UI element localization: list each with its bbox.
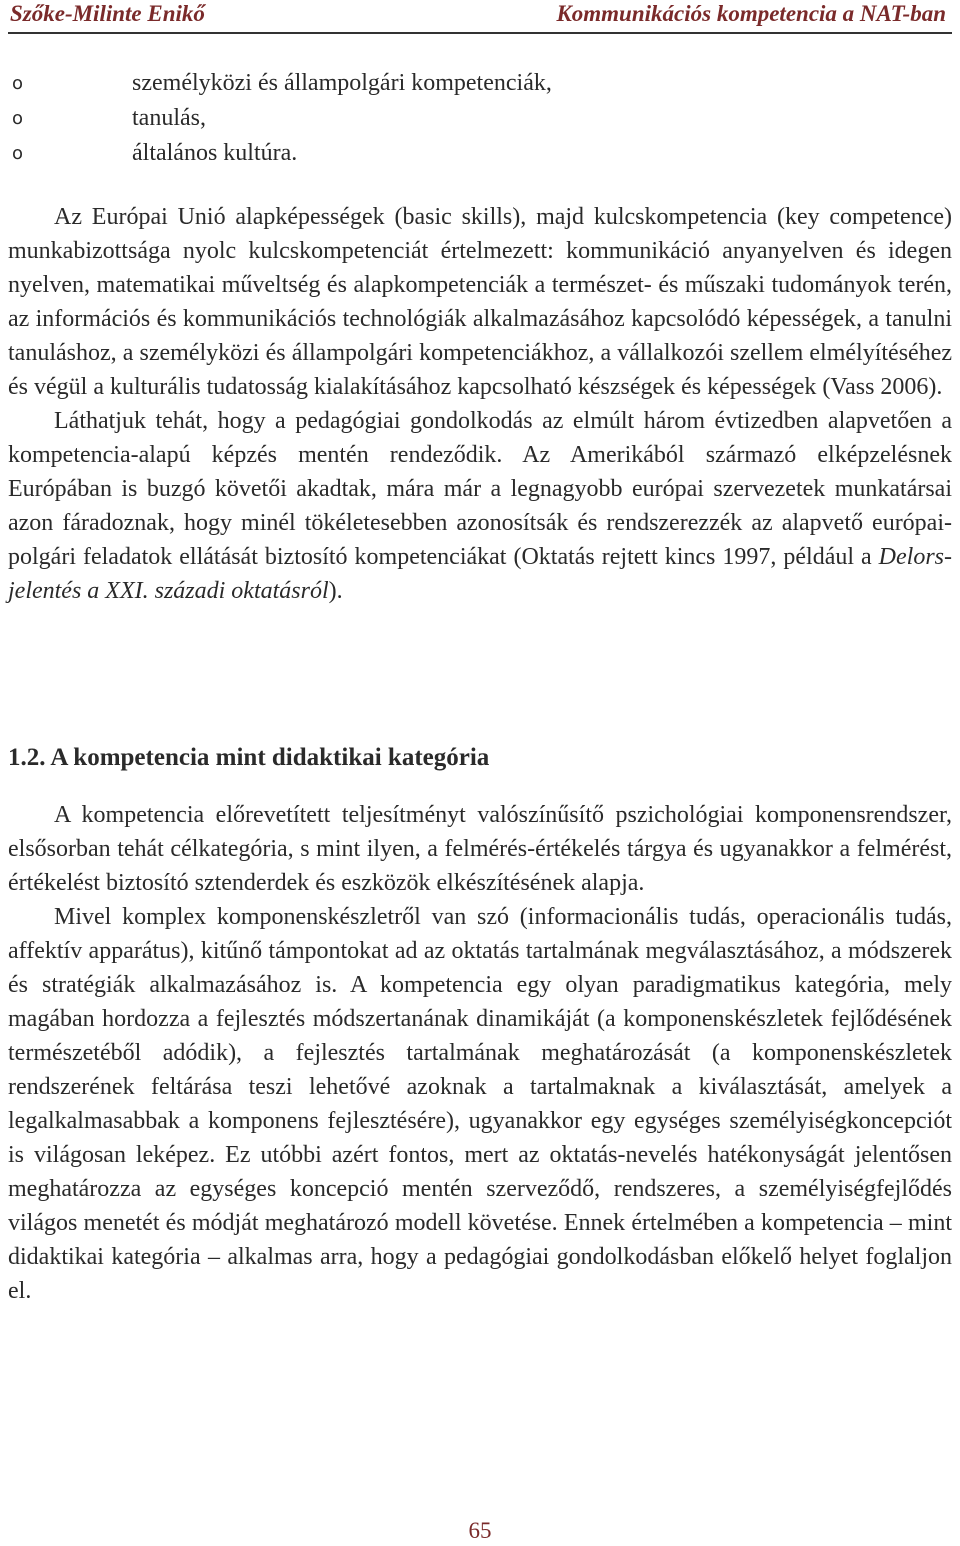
paragraph: Az Európai Unió alapképességek (basic skills), majd kulcskompetencia (key competence) munkabizottsága nyolc kulcskompetenciát értelmezett: kommunikáció anyanyelven és idegen nyelven, matematikai műveltség és alapkompetenciák a természet- és műszaki tudományok terén, az információs és kommunikációs technológiák alkalmazásához kapcsolódó képességek, a tanulni tanuláshoz, a személyközi és állampolgári kompetenciákhoz, a vállalkozói szellem elmélyítéséhez és végül a kulturális tudatosság kialakításához kapcsolható készségek és képességek (Vass 2006).	[8, 204, 952, 400]
paragraph: Mivel komplex komponenskészletről van szó (informacionális tudás, operacionális tudás, affektív apparátus), kitűnő támpontokat ad az oktatás tartalmának megválasztásához, a módszerek és stratégiák alkalmazásához is. A kompetencia egy olyan paradigmatikus kategória, mely magában hordozza a fejlesztés módszertanának dinamikáját (a komponenskészletek fejlődésének természetéből adódik), a fejlesztés tartalmának meghatározását (a komponenskészletek rendszerének feltárása teszi lehetővé azoknak a tartalmaknak a kiválasztását, amelyek a legalkalmasabbak a komponens fejlesztésére), ugyanakkor egy egységes személyiségkoncepciót is világosan leképez. Ez utóbbi azért fontos, mert az oktatás-nevelés hatékonyságát jelentősen meghatározza az egységes koncepció mentén szerveződő, rendszeres, a személyiségfejlődés világos menetét és módját meghatározó modell követése. Ennek értelmében a kompetencia – mint didaktikai kategória – alkalmas arra, hogy a pedagógiai gondolkodásban előkelő helyet foglaljon el.	[8, 904, 952, 1304]
paragraph	[8, 404, 952, 608]
header-author: Szőke-Milinte Enikő	[10, 1, 205, 26]
list-item	[8, 101, 948, 136]
reference-end: ).	[328, 578, 343, 604]
running-header	[8, 0, 952, 34]
italic-reference: Delors-jelentés a XXI. századi oktatásról	[8, 544, 952, 604]
body-section-intro	[8, 200, 952, 608]
body-section-main	[8, 798, 952, 1308]
section-heading: 1.2. A kompetencia mint didaktikai kategória	[8, 744, 490, 771]
paragraph-text: Láthatjuk tehát, hogy a pedagógiai gondolkodás az elmúlt három évtizedben alapvetően a kompetencia-alapú képzés mentén rendeződik. Az Amerikából származó elképzelésnek Európában is buzgó követői akadtak, mára már a legnagyobb európai szervezetek munkatársai azon fáradoznak, hogy minél tökéletesebben azonosítsák és rendszerezzék az alapvető európai-polgári feladatok ellátását biztosító kompetenciákat (Oktatás rejtett kincs 1997, például a	[8, 408, 952, 570]
bullet-marker: o	[12, 143, 24, 164]
list-item-text: általános kultúra.	[132, 140, 298, 166]
list-item-text: személyközi és állampolgári kompetenciák,	[132, 70, 552, 96]
page-number: 65	[468, 1518, 492, 1543]
paragraph: A kompetencia előrevetített teljesítményt valószínűsítő pszichológiai komponensrendszer, elsősorban tehát célkategória, s mint ilyen, a felmérés-értékelés tárgya és ugyanakkor a felmérést, értékelést biztosító sztenderdek és eszközök elkészítésének alapja.	[8, 802, 952, 896]
list-item	[8, 136, 948, 171]
header-title: Kommunikációs kompetencia a NAT-ban	[556, 1, 946, 26]
bullet-list	[8, 66, 948, 171]
bullet-marker: o	[12, 73, 24, 94]
bullet-marker: o	[12, 108, 24, 129]
list-item	[8, 66, 948, 101]
list-item-text: tanulás,	[132, 105, 206, 131]
